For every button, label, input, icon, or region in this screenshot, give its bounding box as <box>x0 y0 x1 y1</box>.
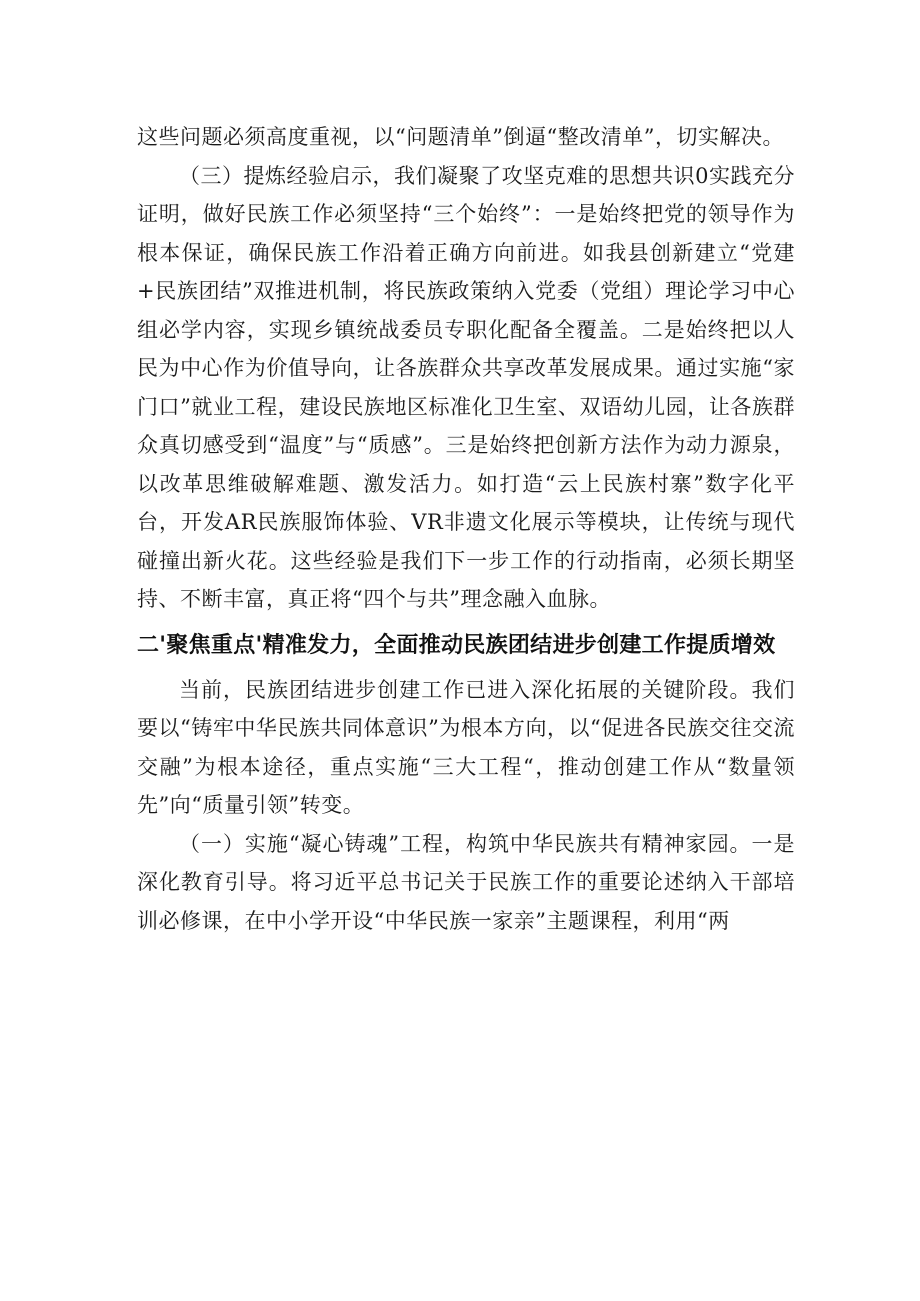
paragraph-experience-insights: （三）提炼经验启示，我们凝聚了攻坚克难的思想共识0实践充分证明，做好民族工作必须坚持“三个始终”：一是始终把党的领导作为根本保证，确保民族工作沿着正确方向前进。如我县创新建立“党建+民族团结”双推进机制，将民族政策纳入党委（党组）理论学习中心组必学内容，实现乡镇统战委员专职化配备全覆盖。二是始终把以人民为中心作为价值导向，让各族群众共享改革发展成果。通过实施“家门口”就业工程，建设民族地区标准化卫生室、双语幼儿园，让各族群众真切感受到“温度”与“质感”。三是始终把创新方法作为动力源泉，以改革思维破解难题、激发活力。如打造“云上民族村寨”数字化平台，开发AR民族服饰体验、VR非遗文化展示等模块，让传统与现代碰撞出新火花。这些经验是我们下一步工作的行动指南，必须长期坚持、不断丰富，真正将“四个与共”理念融入血脉。 <box>137 163 795 611</box>
paragraph-current-stage: 当前，民族团结进步创建工作已进入深化拓展的关键阶段。我们要以“铸牢中华民族共同体意识”为根本方向，以“促进各民族交往交流交融”为根本途径，重点实施“三大工程“，推动创建工作从“数量领先”向“质量引领”转变。 <box>137 677 795 817</box>
paragraph-problem-list: 这些问题必须高度重视，以“问题清单”倒逼“整改清单”，切实解决。 <box>137 125 784 149</box>
document-body <box>137 118 795 940</box>
section-heading-two: 二'聚焦重点'精准发力，全面推动民族团结进步创建工作提质增效 <box>137 632 776 658</box>
paragraph-soul-project: （一）实施“凝心铸魂”工程，构筑中华民族共有精神家园。一是深化教育引导。将习近平总书记关于民族工作的重要论述纳入干部培训必修课，在中小学开设“中华民族一家亲”主题课程，利用“两 <box>137 831 795 933</box>
